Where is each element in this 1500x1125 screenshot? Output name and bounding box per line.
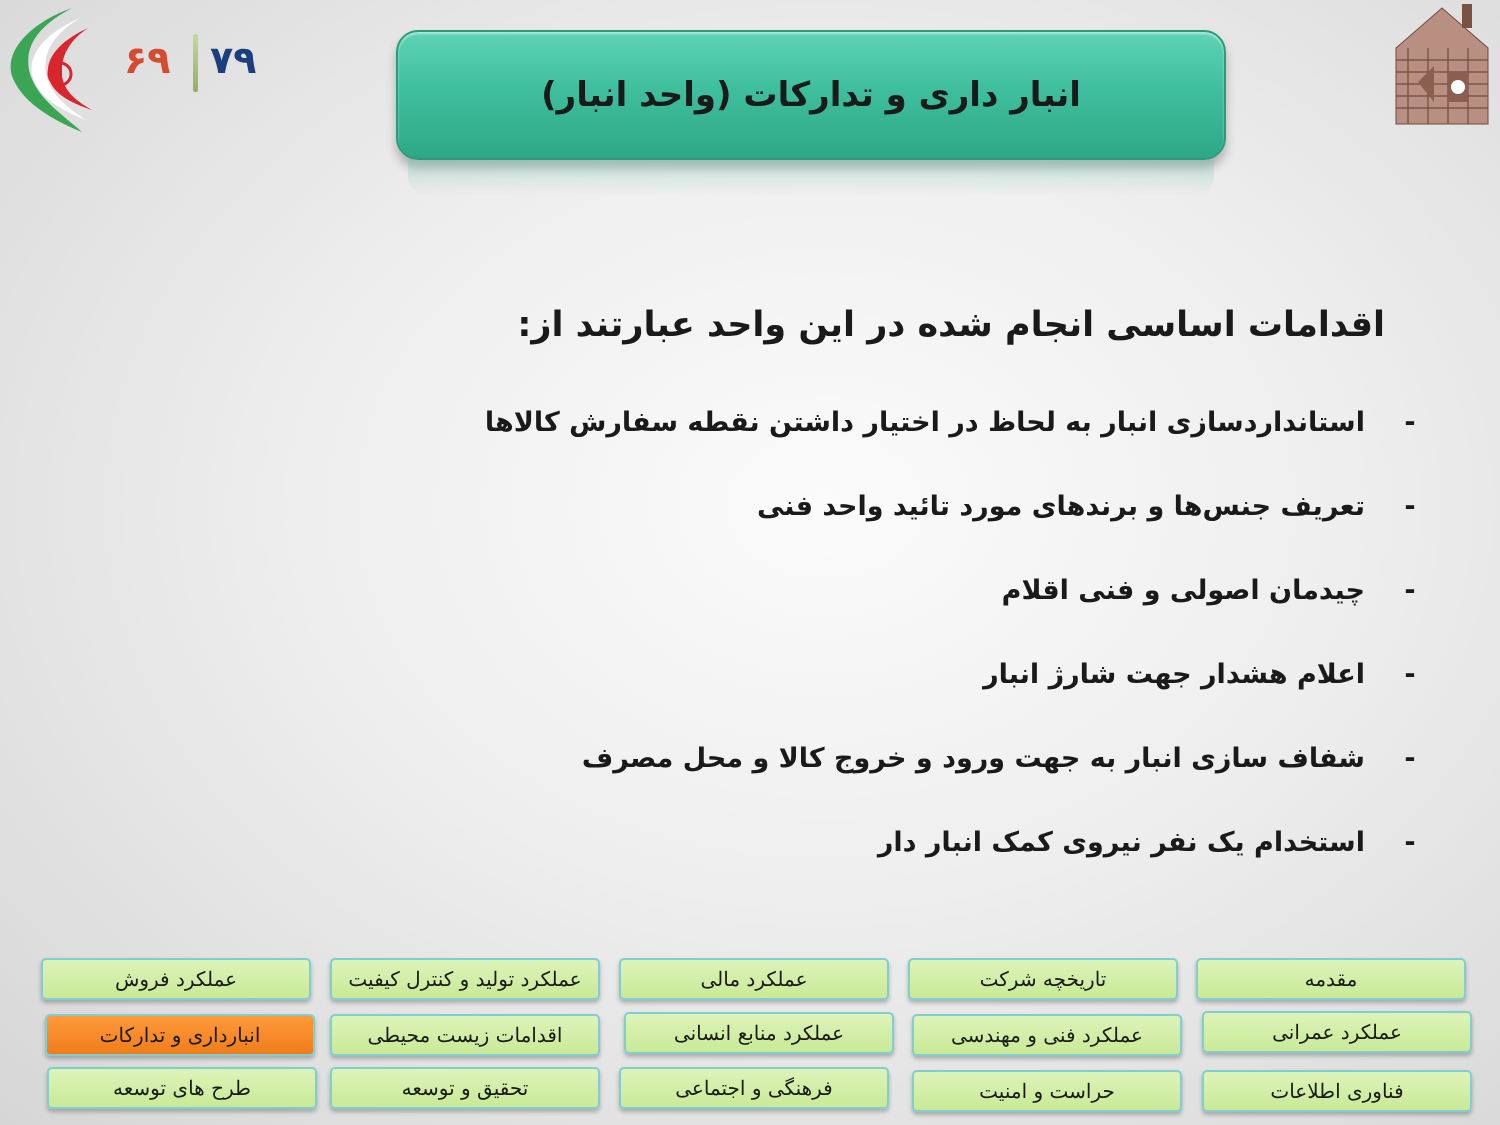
bullet-dash: - — [1404, 407, 1416, 438]
list-item-text: شفاف سازی انبار به جهت ورود و خروج کالا و محل مصرف — [581, 743, 1365, 774]
action-list — [470, 400, 1420, 904]
bullet-dash: - — [1404, 491, 1416, 522]
nav-button-production-quality[interactable]: عملکرد تولید و کنترل کیفیت — [330, 958, 600, 1000]
nav-button-introduction[interactable]: مقدمه — [1196, 958, 1466, 1000]
nav-button-company-history[interactable]: تاریخچه شرکت — [908, 958, 1178, 1000]
nav-button-security[interactable]: حراست و امنیت — [912, 1070, 1182, 1112]
year-divider — [193, 34, 198, 92]
nav-button-research[interactable]: تحقیق و توسعه — [330, 1067, 600, 1109]
list-item — [470, 484, 1420, 568]
nav-button-development-plans[interactable]: طرح های توسعه — [47, 1067, 317, 1109]
nav-button-human-resources[interactable]: عملکرد منابع انسانی — [624, 1012, 894, 1054]
nav-button-cultural[interactable]: فرهنگی و اجتماعی — [619, 1067, 889, 1109]
nav-button-engineering[interactable]: عملکرد فنی و مهندسی — [912, 1014, 1182, 1056]
list-item — [470, 736, 1420, 820]
section-heading: اقدامات اساسی انجام شده در این واحد عبارتند از: — [517, 305, 1385, 345]
nav-button-it[interactable]: فناوری اطلاعات — [1202, 1070, 1472, 1112]
company-brick-logo — [1388, 2, 1496, 128]
previous-year-label: ۶۹ — [124, 38, 171, 82]
list-item — [470, 568, 1420, 652]
list-item-text: چیدمان اصولی و فنی اقلام — [1001, 575, 1365, 606]
iran-flag-logo — [2, 4, 94, 134]
list-item-text: استخدام یک نفر نیروی کمک انبار دار — [877, 827, 1365, 858]
title-banner — [396, 30, 1226, 160]
list-item-text: اعلام هشدار جهت شارژ انبار — [983, 659, 1365, 690]
bullet-dash: - — [1404, 743, 1416, 774]
bullet-dash: - — [1404, 827, 1416, 858]
list-item-text: استانداردسازی انبار به لحاظ در اختیار داشتن نقطه سفارش کالاها — [484, 407, 1365, 438]
nav-button-environment[interactable]: اقدامات زیست محیطی — [330, 1014, 600, 1056]
list-item — [470, 820, 1420, 904]
nav-button-sales[interactable]: عملکرد فروش — [41, 958, 311, 1000]
page-title: انبار داری و تدارکات (واحد انبار) — [541, 75, 1081, 115]
list-item-text: تعریف جنس‌ها و برندهای مورد تائید واحد فنی — [756, 491, 1365, 522]
list-item — [470, 400, 1420, 484]
bullet-dash: - — [1404, 659, 1416, 690]
nav-button-construction[interactable]: عملکرد عمرانی — [1202, 1011, 1472, 1053]
current-year-label: ۷۹ — [210, 38, 257, 82]
nav-button-financial[interactable]: عملکرد مالی — [619, 958, 889, 1000]
bullet-dash: - — [1404, 575, 1416, 606]
nav-button-warehouse-active[interactable]: انبارداری و تدارکات — [45, 1014, 315, 1056]
list-item — [470, 652, 1420, 736]
